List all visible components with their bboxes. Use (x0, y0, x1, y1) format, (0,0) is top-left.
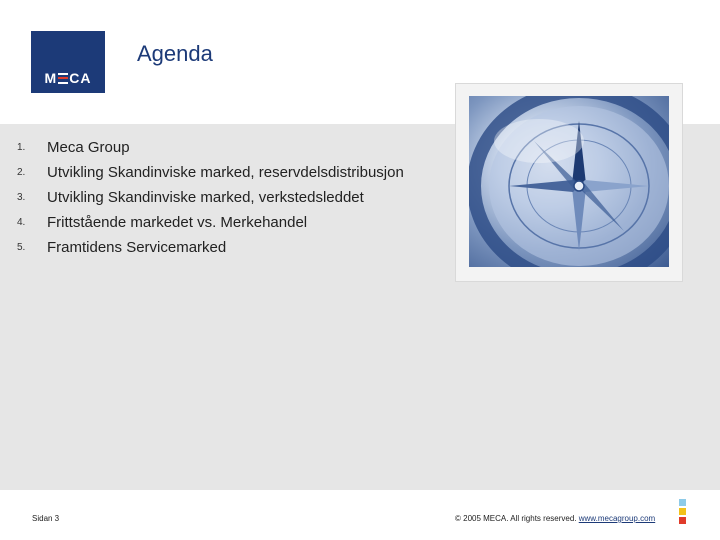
agenda-list (17, 135, 404, 260)
brand-square-red (679, 517, 686, 524)
brand-square-blue (679, 499, 686, 506)
agenda-item-number: 1. (17, 142, 26, 153)
website-link[interactable]: www.mecagroup.com (578, 514, 656, 523)
agenda-item-number: 4. (17, 217, 26, 228)
page-title: Agenda (137, 41, 213, 66)
agenda-item (17, 160, 404, 185)
agenda-item-text: Meca Group (47, 139, 130, 156)
agenda-item (17, 210, 404, 235)
agenda-item-text: Frittstående markedet vs. Merkehandel (47, 214, 308, 231)
logo-wordmark: M CA (44, 70, 92, 86)
agenda-item-number: 3. (17, 192, 26, 203)
compass-photo (469, 96, 669, 267)
agenda-item-text: Framtidens Servicemarked (47, 239, 227, 256)
agenda-item-number: 2. (17, 167, 26, 178)
agenda-item-number: 5. (17, 242, 26, 253)
logo-e-glyph (58, 73, 68, 84)
agenda-item-text: Utvikling Skandinviske marked, reservdelsdistribusjon (47, 164, 404, 181)
agenda-item (17, 185, 404, 210)
compass-image-icon (469, 96, 669, 267)
agenda-item-text: Utvikling Skandinviske marked, verkstedsleddet (47, 189, 364, 206)
brand-square-yellow (679, 508, 686, 515)
meca-logo (31, 31, 105, 93)
brand-squares (679, 499, 687, 526)
compass-photo-frame (455, 83, 683, 282)
footer-copyright (455, 514, 655, 523)
agenda-item (17, 235, 404, 260)
page-number: Sidan 3 (32, 514, 60, 523)
copyright-text: © 2005 MECA. All rights reserved. (455, 514, 577, 523)
agenda-item (17, 135, 404, 160)
